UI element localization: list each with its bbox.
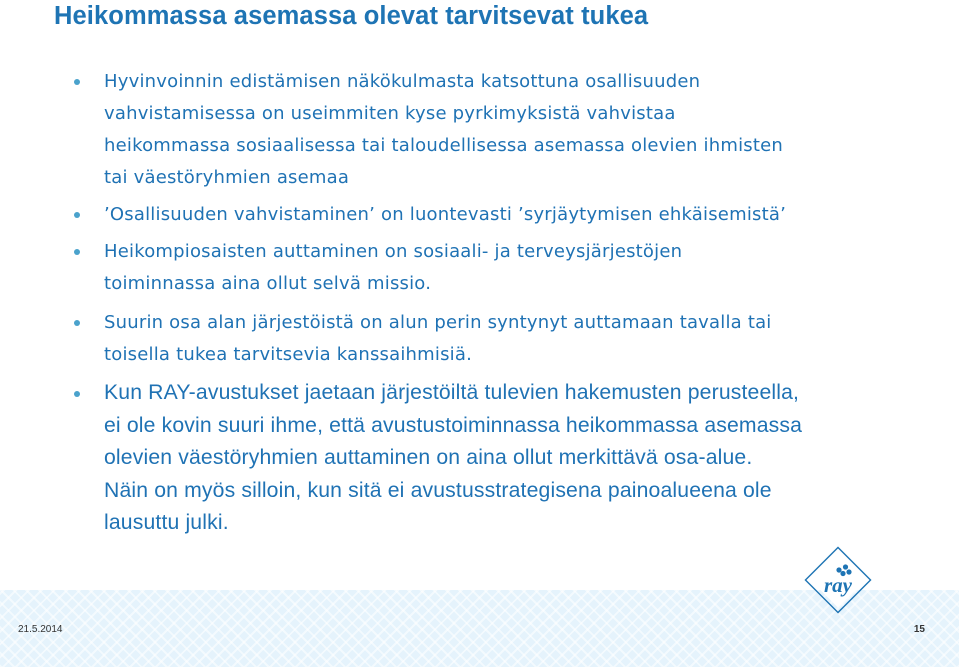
- page-number: 15: [913, 624, 925, 635]
- bullet-dot: [74, 391, 80, 397]
- bullet-dot: [74, 320, 80, 326]
- logo-text: ray: [824, 573, 852, 597]
- bullet-line: toisella tukea tarvitsevia kanssaihmisiä.: [104, 344, 473, 365]
- bullet-line: Suurin osa alan järjestöistä on alun perin syntynyt auttamaan tavalla tai: [104, 312, 772, 333]
- bullet-item-3: [104, 236, 904, 300]
- bullet-line: vahvistamisessa on useimmiten kyse pyrkimyksistä vahvistaa: [104, 103, 676, 124]
- bullet-line: Näin on myös silloin, kun sitä ei avustusstrategisena painoalueena ole: [104, 478, 772, 502]
- bullet-line: lausuttu julki.: [104, 511, 229, 534]
- bullet-line: tai väestöryhmien asemaa: [104, 167, 350, 188]
- ray-logo: [804, 546, 872, 614]
- bullet-item-4: [104, 307, 904, 371]
- logo-dot: [836, 567, 841, 572]
- bullet-item-1: [104, 66, 904, 194]
- bullet-item-5: [104, 377, 904, 540]
- bullet-line: heikommassa sosiaalisessa tai taloudellisessa asemassa olevien ihmisten: [104, 135, 784, 156]
- bullet-line: toiminnassa aina ollut selvä missio.: [104, 273, 432, 294]
- bullet-line: olevien väestöryhmien auttaminen on aina ollut merkittävä osa-alue.: [104, 446, 753, 469]
- bullet-dot: [74, 249, 80, 255]
- bullet-line: Hyvinvoinnin edistämisen näkökulmasta katsottuna osallisuuden: [104, 71, 701, 92]
- bullet-line: ’Osallisuuden vahvistaminen’ on luontevasti ’syrjäytymisen ehkäisemistä’: [104, 204, 787, 225]
- footer-date: 21.5.2014: [18, 624, 63, 635]
- bullet-line: Kun RAY-avustukset jaetaan järjestöiltä tulevien hakemusten perusteella,: [104, 381, 800, 404]
- bullet-item-2: [104, 199, 904, 231]
- logo-dot: [843, 564, 848, 569]
- bullet-line: ei ole kovin suuri ihme, että avustustoiminnassa heikommassa asemassa: [104, 413, 803, 437]
- bullet-dot: [74, 79, 80, 85]
- bullet-dot: [74, 212, 80, 218]
- slide-title: Heikommassa asemassa olevat tarvitsevat tukea: [54, 2, 649, 30]
- bullet-line: Heikompiosaisten auttaminen on sosiaali- ja terveysjärjestöjen: [104, 241, 683, 262]
